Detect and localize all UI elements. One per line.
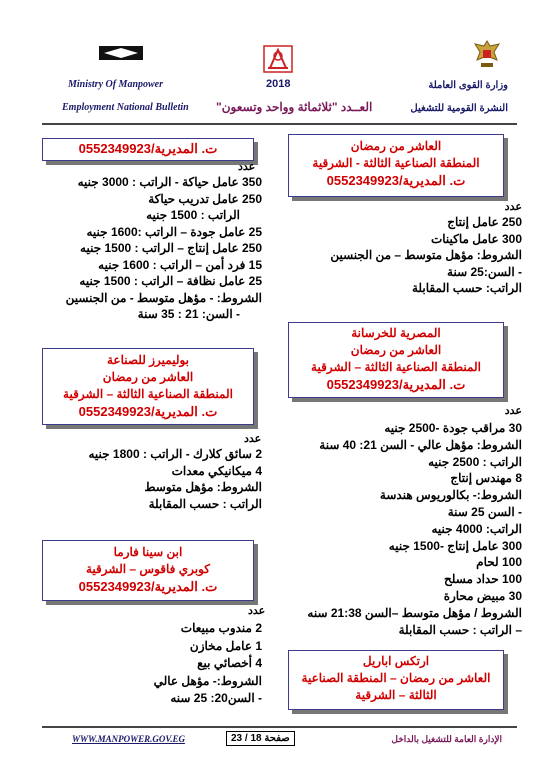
count-label: عدد — [504, 201, 522, 213]
bulletin-arabic: النشرة القومية للتشغيل — [410, 103, 508, 114]
list-item: - السن: 21 : 35 سنة — [137, 307, 240, 321]
list-item: 100 لحام — [476, 555, 522, 570]
footer-rule — [42, 726, 517, 728]
company-box-right-3 — [288, 650, 504, 710]
eagle-emblem — [472, 38, 502, 70]
department-name: الإدارة العامة للتشغيل بالداخل — [391, 734, 502, 744]
list-item: الشروط / مؤهل متوسط –السن 21:38 سنه — [307, 605, 522, 620]
list-item: 25 عامل نظافة – الراتب : 1500 جنيه — [79, 274, 262, 288]
box-line: كوبري فاقوس – الشرقية — [85, 562, 211, 576]
company-box-left-2 — [42, 348, 254, 425]
bulletin-english: Employment National Bulletin — [62, 102, 189, 113]
list-item: الراتب : حسب المقابلة — [148, 496, 262, 511]
list-item: الشروط:- مؤهل عالي — [153, 673, 262, 688]
bulletin-emblem — [262, 44, 294, 74]
list-item: – الراتب : حسب المقابلة — [398, 622, 522, 637]
list-item: 4 ميكانيكي معدات — [171, 463, 262, 478]
list-item: 100 حداد مسلح — [444, 572, 522, 587]
list-item: 1 عامل مخازن — [189, 638, 262, 653]
flag-logo — [98, 44, 144, 62]
ministry-english: Ministry Of Manpower — [68, 79, 164, 90]
job-list-right-1 — [262, 214, 522, 297]
list-item: - السن 25 سنة — [447, 504, 522, 519]
list-item: 8 مهندس إنتاج — [450, 471, 522, 486]
count-label: عدد — [244, 433, 262, 445]
box-line: المصرية للخرسانة — [351, 326, 441, 340]
box-line: العاشر من رمضان — [350, 343, 442, 357]
count-label: عدد — [248, 605, 266, 617]
list-item: الشروط: مؤهل متوسط – من الجنسين — [330, 248, 522, 262]
list-item: 250 عامل إنتاج – الراتب : 1500 جنيه — [80, 241, 262, 255]
ministry-arabic: وزارة القوى العاملة — [428, 80, 508, 91]
issue-number: العــدد "ثلاثمائة وواحد وتسعون" — [216, 100, 373, 114]
list-item: 30 مبيض محارة — [443, 588, 522, 603]
company-box-right-2 — [288, 322, 504, 398]
phone-number: ت. المديرية/0552349923 — [326, 173, 466, 188]
list-item: - السن:25 سنة — [447, 264, 522, 279]
company-box-left-3 — [42, 540, 254, 601]
box-line: العاشر من رمضان – المنطقة الصناعية — [301, 671, 491, 685]
list-item: 2 سائق كلارك - الراتب : 1800 جنيه — [88, 447, 262, 461]
list-item: الشروط: - مؤهل متوسط - من الجنسين — [65, 290, 262, 305]
list-item: الراتب : 2500 جنيه — [428, 454, 522, 469]
box-line: العاشر من رمضان — [350, 139, 442, 153]
page-number: صفحة 18 / 23 — [226, 731, 295, 746]
list-item: 15 فرد أمن – الراتب : 1600 جنيه — [98, 257, 262, 272]
company-box-left-1 — [42, 138, 254, 161]
list-item: 2 مندوب مبيعات — [180, 621, 262, 635]
job-list-left-1 — [32, 174, 262, 323]
list-item: الراتب: 4000 جنيه — [431, 521, 522, 536]
job-list-left-3 — [32, 620, 262, 708]
box-line: ابن سينا فارما — [113, 545, 183, 559]
header-rule — [42, 123, 517, 125]
list-item: 350 عامل حياكة - الراتب : 3000 جنيه — [77, 175, 262, 189]
phone-number: ت. المديرية/0552349923 — [78, 579, 218, 594]
list-item: 300 عامل ماكينات — [430, 231, 522, 246]
list-item: 300 عامل إنتاج -1500 جنيه — [388, 538, 522, 553]
box-line: العاشر من رمضان — [102, 370, 194, 384]
job-list-right-2 — [252, 420, 522, 638]
list-item: 250 عامل إنتاج — [447, 215, 522, 229]
list-item: الشروط: مؤهل متوسط — [144, 480, 262, 494]
list-item: الراتب: حسب المقابلة — [411, 281, 522, 295]
count-label: عدد — [238, 161, 256, 173]
list-item: الشروط:- بكالوريوس هندسة — [379, 488, 522, 503]
list-item: الراتب : 1500 جنيه — [146, 208, 240, 222]
list-item: 250 عامل تدريب حياكة — [148, 191, 262, 206]
phone-number: ت. المديرية/0552349923 — [78, 404, 218, 419]
count-label: عدد — [504, 405, 522, 417]
phone-number: ت. المديرية/0552349923 — [326, 377, 466, 392]
job-list-left-2 — [32, 446, 262, 512]
list-item: 30 مراقب جودة -2500 جنيه — [384, 421, 522, 435]
company-box-right-1 — [288, 134, 504, 197]
box-line: المنطقة الصناعية الثالثة – الشرقية — [63, 387, 233, 401]
box-line: الثالثة – الشرقية — [355, 688, 437, 702]
list-item: 4 أخصائي بيع — [197, 656, 262, 670]
box-line: المنطقة الصناعية الثالثة – الشرقية — [311, 360, 481, 374]
list-item: الشروط: مؤهل عالي - السن 21: 40 سنة — [319, 437, 522, 452]
box-line: بوليميرز للصناعة — [106, 353, 190, 367]
year: 2018 — [266, 78, 291, 90]
list-item: 25 عامل جودة – الراتب :1600 جنيه — [86, 224, 262, 239]
phone-number: ت. المديرية/0552349923 — [78, 141, 218, 156]
list-item: - السن20: 25 سنه — [170, 691, 262, 705]
box-line: ارتكس اباريل — [362, 654, 430, 668]
box-line: المنطقة الصناعية الثالثة - الشرقية — [312, 156, 480, 170]
website-link[interactable]: WWW.MANPOWER.GOV.EG — [72, 734, 185, 744]
